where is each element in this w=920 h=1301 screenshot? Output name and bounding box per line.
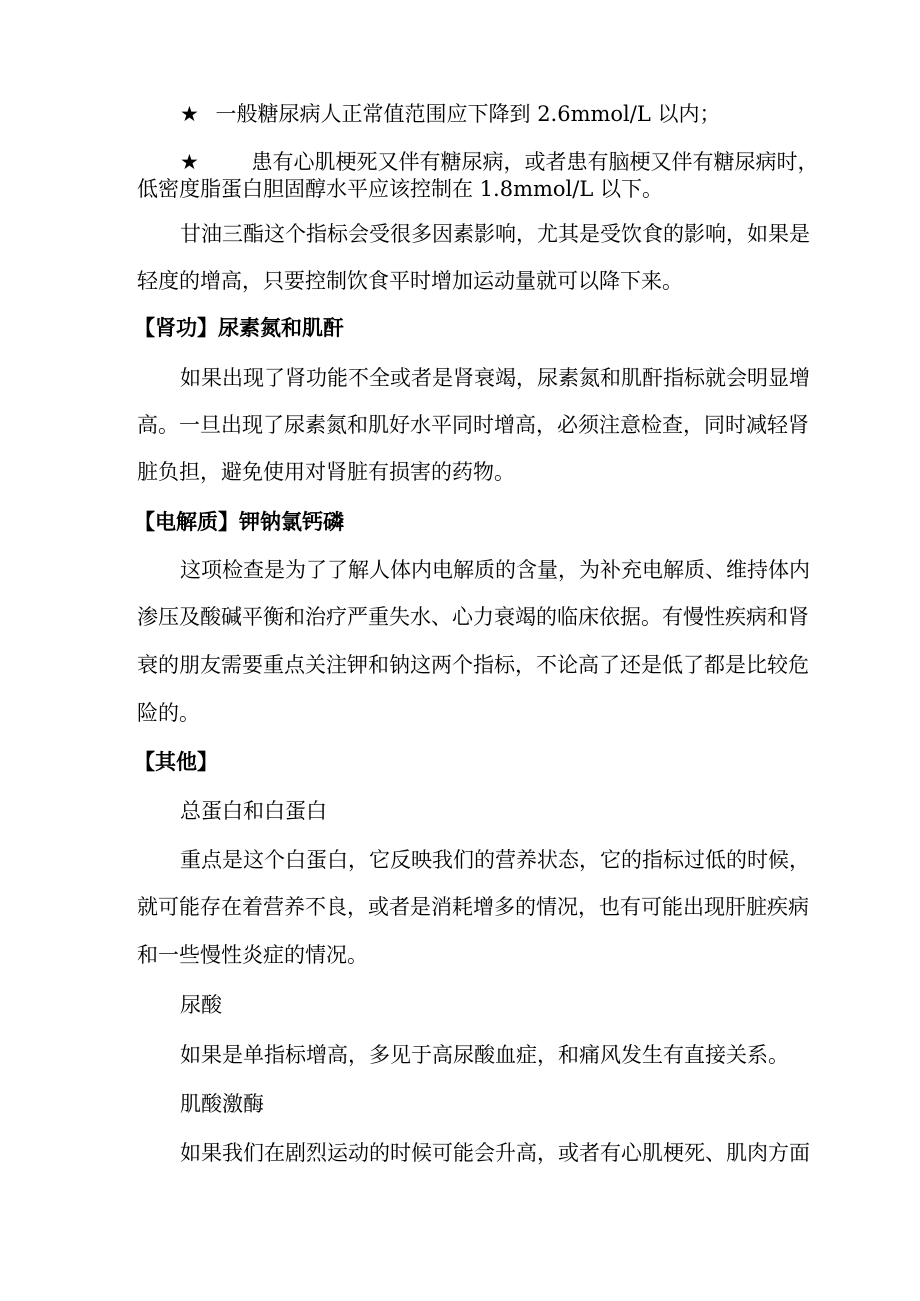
bullet-1-text: 一般糖尿病人正常值范围应下降到 2.6mmol/L 以内；: [215, 102, 721, 126]
kidney-line3: 脏负担，避免使用对肾脏有损害的药物。: [137, 460, 515, 484]
triglyceride-line1: 甘油三酯这个指标会受很多因素影响，尤其是受饮食的影响，如果是: [180, 222, 810, 246]
protein-line2: 就可能存在着营养不良，或者是消耗增多的情况，也有可能出现肝脏疾病: [137, 895, 809, 919]
electrolyte-line3: 衰的朋友需要重点关注钾和钠这两个指标，不论高了还是低了都是比较危: [137, 653, 809, 677]
bullet-2-text-line1: 患有心肌梗死又伴有糖尿病，或者患有脑梗又伴有糖尿病时，: [251, 150, 819, 174]
electrolyte-line4: 险的。: [137, 701, 200, 725]
kidney-line2: 高。一旦出现了尿素氮和肌好水平同时增高，必须注意检查，同时减轻肾: [137, 413, 809, 437]
protein-title: 总蛋白和白蛋白: [180, 799, 327, 823]
ck-line1: 如果我们在剧烈运动的时候可能会升高，或者有心肌梗死、肌肉方面: [180, 1141, 810, 1165]
kidney-heading: 【肾功】尿素氮和肌酐: [134, 315, 344, 340]
kidney-line1: 如果出现了肾功能不全或者是肾衰竭，尿素氮和肌酐指标就会明显增: [180, 366, 810, 390]
electrolyte-line1: 这项检查是为了了解人体内电解质的含量，为补充电解质、维持体内: [180, 558, 810, 582]
electrolyte-heading: 【电解质】钾钠氯钙磷: [134, 509, 344, 534]
star-icon: ★: [180, 150, 199, 174]
bullet-2: [180, 148, 819, 176]
other-heading: 【其他】: [134, 749, 218, 774]
star-icon: ★: [180, 102, 199, 126]
protein-line1: 重点是这个白蛋白，它反映我们的营养状态，它的指标过低的时候，: [180, 848, 810, 872]
ck-title: 肌酸激酶: [180, 1092, 264, 1116]
uric-line1: 如果是单指标增高，多见于高尿酸血症，和痛风发生有直接关系。: [180, 1043, 789, 1067]
uric-title: 尿酸: [180, 993, 222, 1017]
bullet-1: [180, 100, 720, 128]
electrolyte-line2: 渗压及酸碱平衡和治疗严重失水、心力衰竭的临床依据。有慢性疾病和肾: [137, 605, 809, 629]
triglyceride-line2: 轻度的增高，只要控制饮食平时增加运动量就可以降下来。: [137, 269, 683, 293]
protein-line3: 和一些慢性炎症的情况。: [137, 943, 368, 967]
bullet-2-text-line2: 低密度脂蛋白胆固醇水平应该控制在 1.8mmol/L 以下。: [137, 177, 663, 201]
